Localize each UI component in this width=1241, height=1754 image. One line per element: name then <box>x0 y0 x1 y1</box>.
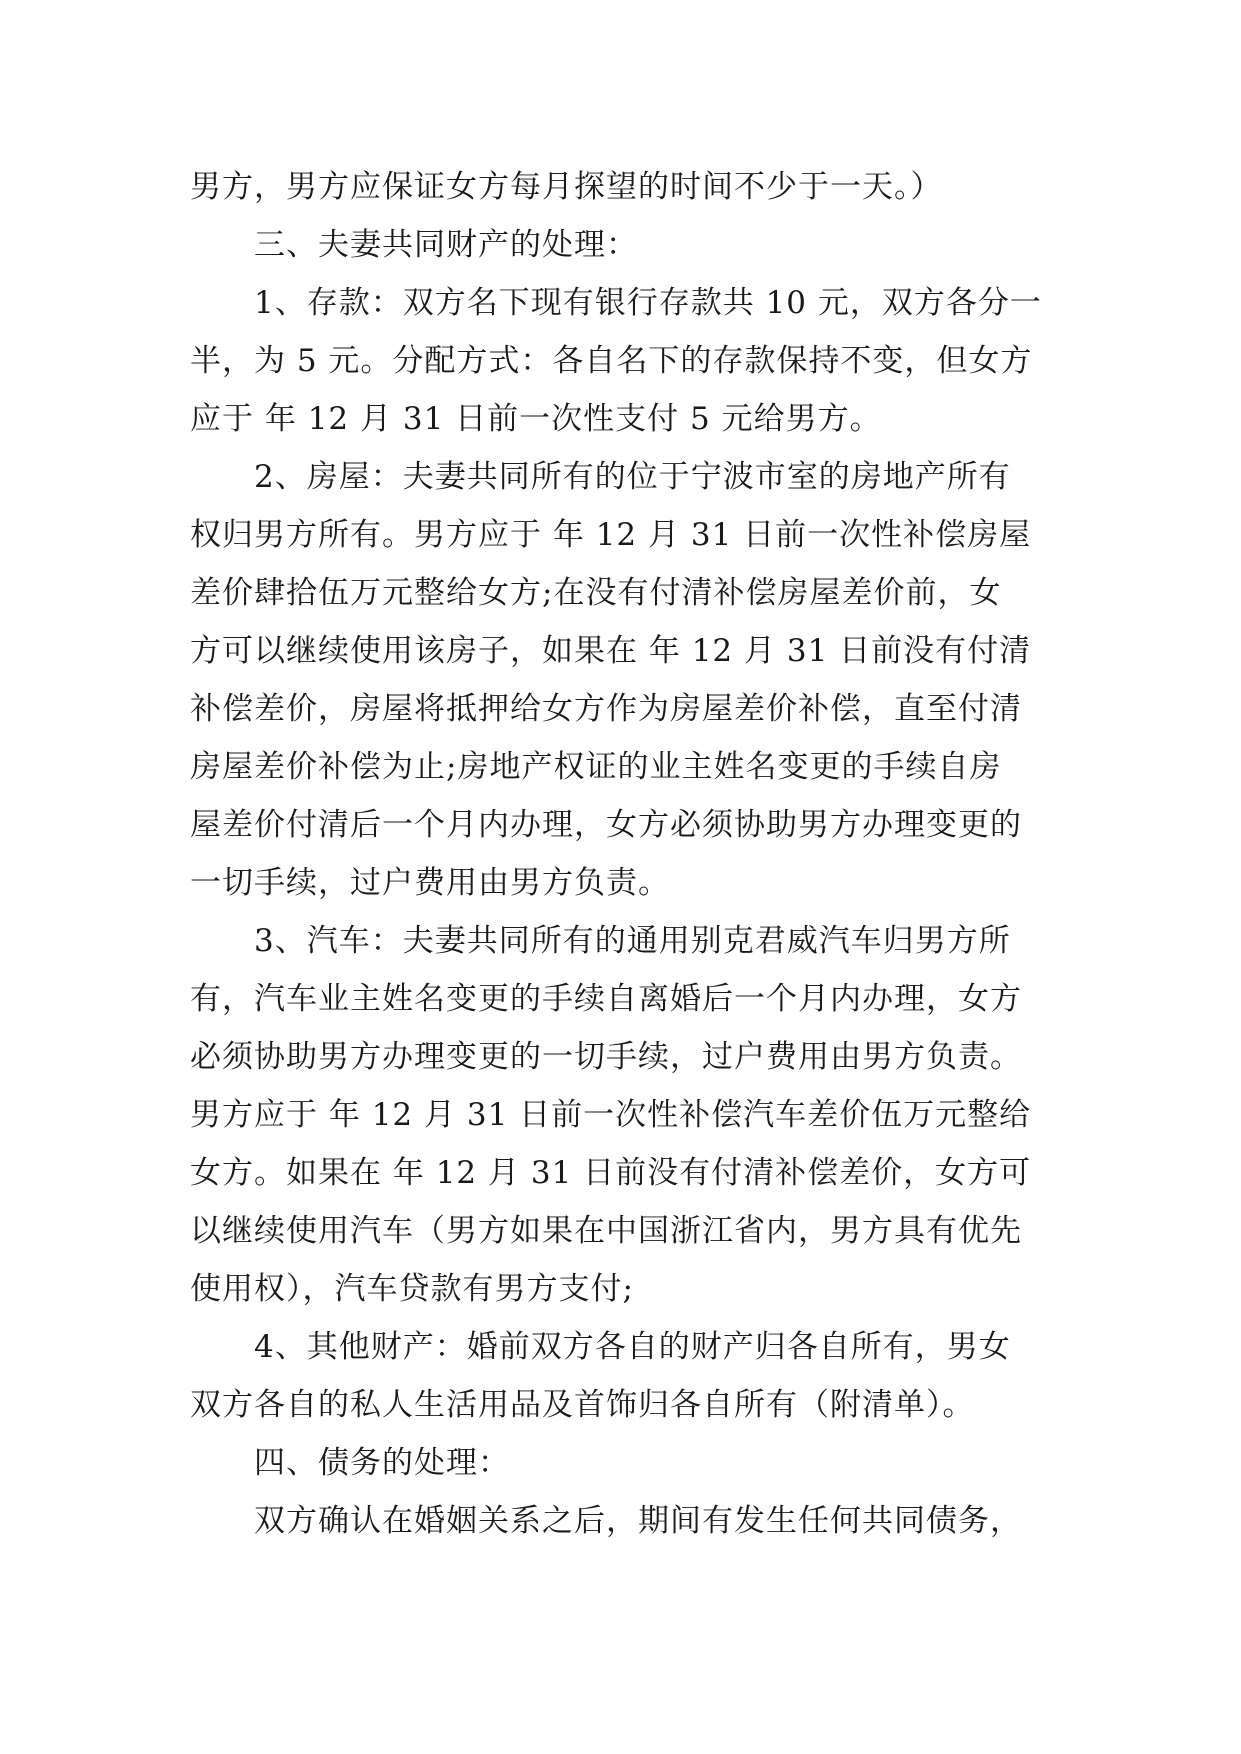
text-line: 权归男方所有。男方应于 年 12 月 31 日前一次性补偿房屋 <box>190 517 1032 553</box>
text-line: 2、房屋：夫妻共同所有的位于宁波市室的房地产所有 <box>254 459 1011 495</box>
text-line: 补偿差价，房屋将抵押给女方作为房屋差价补偿，直至付清 <box>190 691 1022 727</box>
text-line: 房屋差价补偿为止;房地产权证的业主姓名变更的手续自房 <box>190 749 1002 785</box>
text-line: 3、汽车：夫妻共同所有的通用别克君威汽车归男方所 <box>254 923 1011 959</box>
text-line: 必须协助男方办理变更的一切手续，过户费用由男方负责。 <box>190 1039 1022 1075</box>
text-line: 男方，男方应保证女方每月探望的时间不少于一天。） <box>190 169 943 205</box>
text-line: 男方应于 年 12 月 31 日前一次性补偿汽车差价伍万元整给 <box>190 1097 1032 1133</box>
text-line: 应于 年 12 月 31 日前一次性支付 5 元给男方。 <box>190 401 882 437</box>
text-line: 女方。如果在 年 12 月 31 日前没有付清补偿差价，女方可 <box>190 1155 1032 1191</box>
text-line: 差价肆拾伍万元整给女方;在没有付清补偿房屋差价前，女 <box>190 575 1002 611</box>
text-line: 双方各自的私人生活用品及首饰归各自所有（附清单）。 <box>190 1387 975 1423</box>
text-line: 双方确认在婚姻关系之后，期间有发生任何共同债务， <box>254 1503 1022 1539</box>
text-line: 屋差价付清后一个月内办理，女方必须协助男方办理变更的 <box>190 807 1022 843</box>
text-line: 半，为 5 元。分配方式：各自名下的存款保持不变，但女方 <box>190 343 1033 379</box>
text-line: 四、债务的处理： <box>254 1445 510 1481</box>
text-line: 有，汽车业主姓名变更的手续自离婚后一个月内办理，女方 <box>190 981 1022 1017</box>
text-line: 4、其他财产：婚前双方各自的财产归各自所有，男女 <box>254 1329 1011 1365</box>
text-line: 以继续使用汽车（男方如果在中国浙江省内，男方具有优先 <box>190 1213 1022 1249</box>
text-line: 使用权），汽车贷款有男方支付; <box>190 1271 634 1307</box>
text-line: 方可以继续使用该房子，如果在 年 12 月 31 日前没有付清 <box>190 633 1032 669</box>
document-body <box>190 158 1070 1550</box>
text-line: 1、存款：双方名下现有银行存款共 10 元，双方各分一 <box>254 285 1042 321</box>
text-line: 一切手续，过户费用由男方负责。 <box>190 865 670 901</box>
text-line: 三、夫妻共同财产的处理： <box>254 227 638 263</box>
